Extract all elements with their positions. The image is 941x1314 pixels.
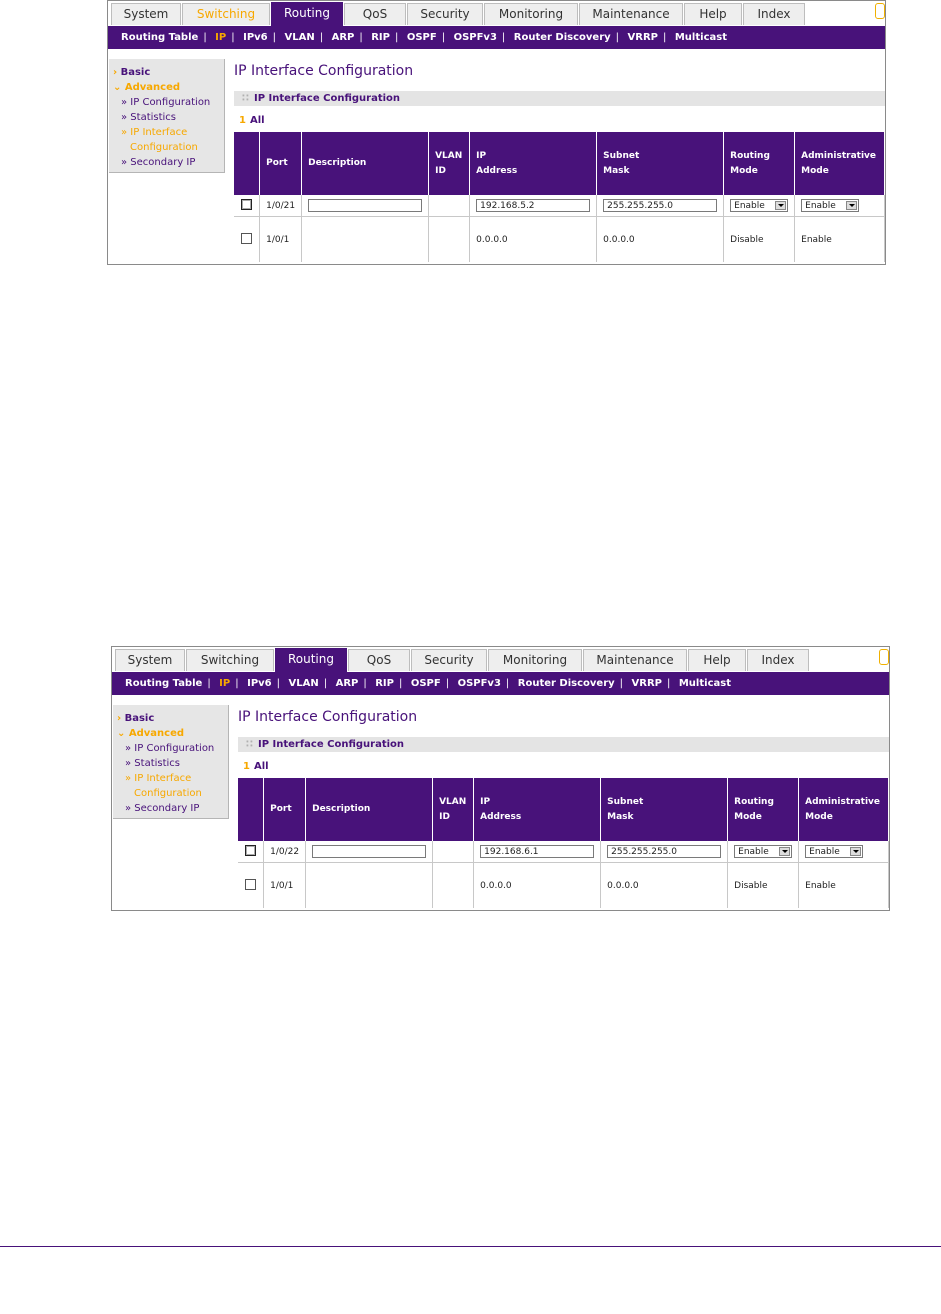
port-cell: 1/0/22 [264,841,306,863]
administrative-mode-select[interactable]: Enable [801,199,859,212]
tab-index[interactable]: Index [747,649,809,671]
routing-mode-cell: Disable [724,217,795,263]
tab-qos[interactable]: QoS [344,3,406,25]
ip-interface-table [238,778,889,908]
subnav-ospf[interactable]: OSPF [410,678,441,689]
column-header-routing-mode[interactable]: Routing Mode [724,132,795,195]
nav-secondary-ip[interactable]: » Secondary IP [125,803,200,814]
tab-maintenance[interactable]: Maintenance [579,3,683,25]
tab-monitoring[interactable]: Monitoring [484,3,578,25]
tab-routing[interactable]: Routing [275,648,347,672]
row-select-checkbox[interactable] [241,233,252,244]
screenshot-2 [111,646,890,911]
port-cell: 1/0/21 [260,195,302,217]
chevron-down-icon [846,201,857,210]
unit-selector[interactable]: 1 All [243,761,269,772]
sub-navigation: Routing Table | IP | IPv6 | VLAN | ARP | RIP | OSPF | OSPFv3 | Router Discovery | VRRP | Multicast [112,672,889,695]
subnav-ipv6[interactable]: IPv6 [247,678,272,689]
nav-ip-interface[interactable]: » IP Interface [121,127,188,138]
vlan-id-cell [429,195,470,217]
column-header-description[interactable]: Description [306,778,433,841]
page-title: IP Interface Configuration [238,709,418,725]
ip-interface-table [234,132,885,262]
subnav-arp[interactable]: ARP [335,678,359,689]
tab-index[interactable]: Index [743,3,805,25]
subnav-ospf[interactable]: OSPF [406,32,437,43]
subnav-multicast[interactable]: Multicast [674,32,727,43]
nav-advanced[interactable]: ⌄ Advanced [113,82,181,93]
subnet-mask-field[interactable]: 255.255.255.0 [603,199,717,212]
subnav-ospfv3[interactable]: OSPFv3 [457,678,501,689]
column-header-vlan-id[interactable]: VLAN ID [433,778,474,841]
nav-ip-interface[interactable]: » IP Interface [125,773,192,784]
subnav-router-discovery[interactable]: Router Discovery [513,32,611,43]
column-header-port[interactable]: Port [260,132,302,195]
logout-corner-icon[interactable] [879,649,889,665]
column-header-description[interactable]: Description [302,132,429,195]
administrative-mode-select[interactable]: Enable [805,845,863,858]
nav-statistics[interactable]: » Statistics [125,758,181,769]
description-field[interactable] [308,199,422,212]
ip-address-cell: 0.0.0.0 [474,863,601,909]
column-header-subnet-mask[interactable]: Subnet Mask [601,778,728,841]
left-navigation [109,59,225,173]
tab-routing[interactable]: Routing [271,2,343,26]
tab-switching[interactable]: Switching [186,649,274,671]
nav-ip-configuration[interactable]: » IP Configuration [125,743,215,754]
tab-maintenance[interactable]: Maintenance [583,649,687,671]
tab-monitoring[interactable]: Monitoring [488,649,582,671]
description-cell [306,863,433,909]
page-title: IP Interface Configuration [234,63,414,79]
administrative-mode-cell: Enable [799,863,889,909]
main-tabs [112,649,889,673]
nav-secondary-ip[interactable]: » Secondary IP [121,157,196,168]
subnav-ip[interactable]: IP [215,32,227,43]
tab-qos[interactable]: QoS [348,649,410,671]
chevron-down-icon [775,201,786,210]
description-field[interactable] [312,845,426,858]
column-header-select [234,132,260,195]
vlan-id-cell [433,841,474,863]
subnet-mask-cell: 0.0.0.0 [597,217,724,263]
column-header-ip-address[interactable]: IP Address [474,778,601,841]
page-footer-divider [0,1246,941,1247]
row-select-checkbox[interactable] [245,845,256,856]
port-cell: 1/0/1 [264,863,306,909]
section-header: ∷ IP Interface Configuration [238,737,890,752]
unit-selector[interactable]: 1 All [239,115,265,126]
main-tabs [108,3,885,27]
nav-advanced[interactable]: ⌄ Advanced [117,728,185,739]
description-cell [302,217,429,263]
table-row [238,863,889,909]
tab-help[interactable]: Help [684,3,742,25]
subnav-ip[interactable]: IP [219,678,231,689]
screenshot-1 [107,0,886,265]
chevron-down-icon [779,847,790,856]
routing-mode-cell: Disable [728,863,799,909]
ip-address-field[interactable]: 192.168.5.2 [476,199,590,212]
administrative-mode-cell: Enable [795,217,885,263]
tab-switching[interactable]: Switching [182,3,270,25]
left-navigation [113,705,229,819]
tab-security[interactable]: Security [407,3,483,25]
vlan-id-cell [429,217,470,263]
row-select-checkbox[interactable] [241,199,252,210]
nav-ip-interface-configuration[interactable]: Configuration [134,788,202,799]
subnav-routing-table[interactable]: Routing Table [121,32,199,43]
port-cell: 1/0/1 [260,217,302,263]
tab-help[interactable]: Help [688,649,746,671]
vlan-id-cell [433,863,474,909]
column-header-vlan-id[interactable]: VLAN ID [429,132,470,195]
tab-system[interactable]: System [111,3,181,25]
subnav-router-discovery[interactable]: Router Discovery [517,678,615,689]
column-header-subnet-mask[interactable]: Subnet Mask [597,132,724,195]
column-header-routing-mode[interactable]: Routing Mode [728,778,799,841]
subnav-vlan[interactable]: VLAN [288,678,319,689]
subnav-rip[interactable]: RIP [371,32,390,43]
nav-statistics[interactable]: » Statistics [121,112,177,123]
subnet-mask-cell: 0.0.0.0 [601,863,728,909]
column-header-ip-address[interactable]: IP Address [470,132,597,195]
subnav-rip[interactable]: RIP [375,678,394,689]
table-row-edit [234,195,885,217]
table-row [234,217,885,263]
nav-ip-interface-configuration[interactable]: Configuration [130,142,198,153]
routing-mode-select[interactable]: Enable [734,845,792,858]
routing-mode-select[interactable]: Enable [730,199,788,212]
subnav-ospfv3[interactable]: OSPFv3 [453,32,497,43]
tab-security[interactable]: Security [411,649,487,671]
tab-system[interactable]: System [115,649,185,671]
subnet-mask-field[interactable]: 255.255.255.0 [607,845,721,858]
logout-corner-icon[interactable] [875,3,885,19]
subnav-arp[interactable]: ARP [331,32,355,43]
subnav-ipv6[interactable]: IPv6 [243,32,268,43]
subnav-multicast[interactable]: Multicast [678,678,731,689]
nav-basic[interactable]: › Basic [117,713,155,724]
row-select-checkbox[interactable] [245,879,256,890]
nav-ip-configuration[interactable]: » IP Configuration [121,97,211,108]
section-header: ∷ IP Interface Configuration [234,91,886,106]
column-header-administrative-mode[interactable]: Administrative Mode [795,132,885,195]
chevron-down-icon [850,847,861,856]
table-row-edit [238,841,889,863]
ip-address-field[interactable]: 192.168.6.1 [480,845,594,858]
subnav-vrrp[interactable]: VRRP [627,32,658,43]
subnav-routing-table[interactable]: Routing Table [125,678,203,689]
column-header-select [238,778,264,841]
column-header-port[interactable]: Port [264,778,306,841]
nav-basic[interactable]: › Basic [113,67,151,78]
column-header-administrative-mode[interactable]: Administrative Mode [799,778,889,841]
subnav-vrrp[interactable]: VRRP [631,678,662,689]
subnav-vlan[interactable]: VLAN [284,32,315,43]
sub-navigation: Routing Table | IP | IPv6 | VLAN | ARP | RIP | OSPF | OSPFv3 | Router Discovery | VRRP | Multicast [108,26,885,49]
ip-address-cell: 0.0.0.0 [470,217,597,263]
